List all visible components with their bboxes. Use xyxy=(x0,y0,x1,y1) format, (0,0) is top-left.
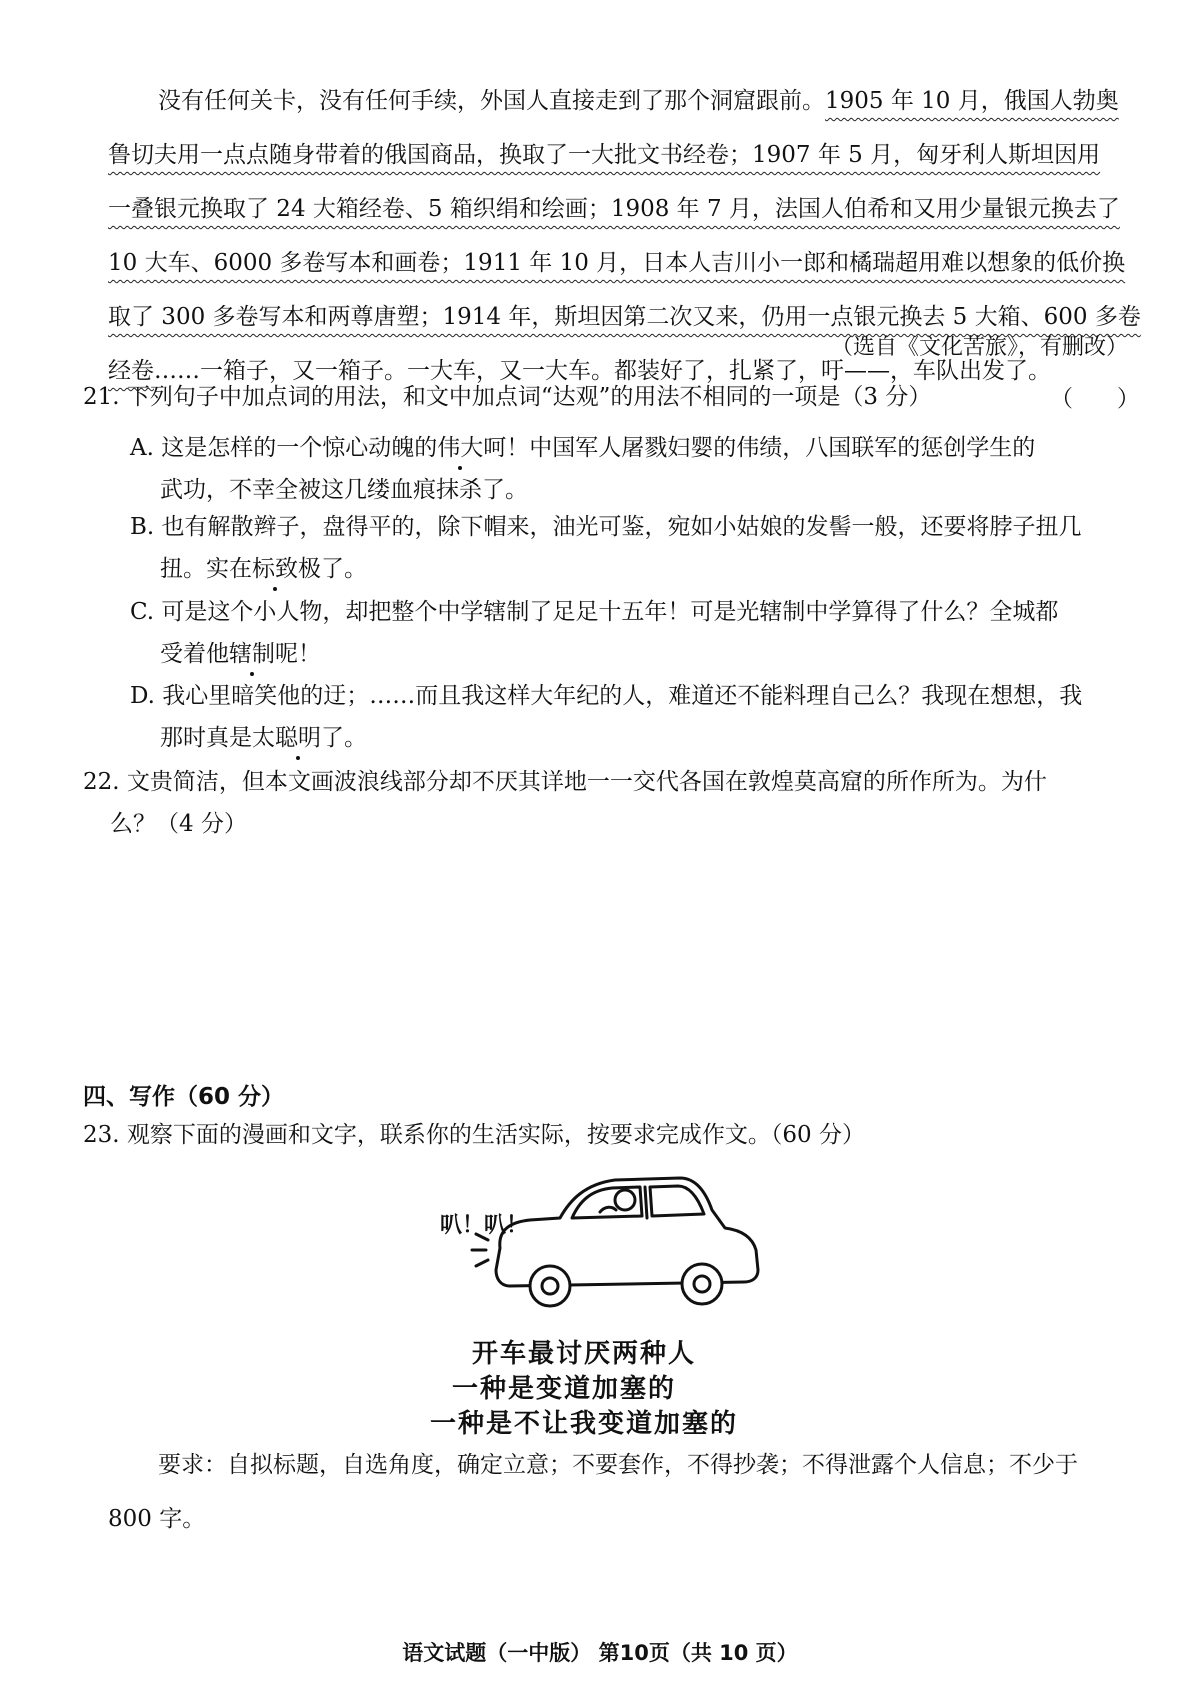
passage-source: （选自《文化苦旅》，有删改） xyxy=(830,335,1128,360)
option-c: C. 可是这个小人物，却把整个中学辖制了足足十五年！可是光辖制中学算得了什么？全城都 受着他辖制呢！ xyxy=(130,599,1059,667)
passage-line-3: 一叠银元换取了 24 大箱经卷、5 箱织绢和绘画；1908 年 7 月，法国人伯希和又用少量银元换去了 xyxy=(108,196,1120,222)
option-a: A. 这是怎样的一个惊心动魄的伟大呵！中国军人屠戮妇婴的伟绩，八国联军的惩创学生的 武功，不幸全被这几缕血痕抹杀了。 xyxy=(130,435,1036,503)
page-footer: 语文试题（一中版） 第10页（共 10 页） xyxy=(402,1641,798,1665)
passage-line-2: 鲁切夫用一点点随身带着的俄国商品，换取了一大批文书经卷；1907 年 5 月，匈牙利人斯坦因用 xyxy=(108,142,1101,168)
option-b: B. 也有解散辫子，盘得平的，除下帽来，油光可鉴，宛如小姑娘的发髻一般，还要将脖子扭几 扭。实在标致极了。 xyxy=(130,514,1082,582)
question-21-stem: 21. 下列句子中加点词的用法，和文中加点词“达观”的用法不相同的一项是（3 分） xyxy=(83,384,932,410)
passage-line-4: 10 大车、6000 多卷写本和画卷；1911 年 10 月，日本人吉川小一郎和橘瑞超用难以想象的低价换 xyxy=(108,250,1126,276)
cartoon-caption-2: 一种是变道加塞的 xyxy=(452,1374,677,1404)
car-cartoon-icon xyxy=(440,1170,800,1320)
passage-line-6: 经卷……一箱子，又一箱子。一大车，又一大车。都装好了，扎紧了，吁——，车队出发了。 xyxy=(108,358,1051,384)
option-d: D. 我心里暗笑他的迂；……而且我这样大年纪的人，难道还不能料理自己么？我现在想想，我 那时真是太聪明了。 xyxy=(130,683,1083,751)
dotted-word: 辖制 xyxy=(229,641,275,667)
passage-line-1: 没有任何关卡，没有任何手续，外国人直接走到了那个洞窟跟前。1905 年 10 月，俄国人勃奥 xyxy=(158,88,1119,114)
writing-requirement: 要求：自拟标题，自选角度，确定立意；不要套作，不得抄袭；不得泄露个人信息；不少于 800 字。 xyxy=(108,1452,1078,1532)
question-22: 22. 文贵简洁，但本文画波浪线部分却不厌其详地一一交代各国在敦煌莫高窟的所作所为。为什 么？（4 分） xyxy=(83,769,1047,837)
dotted-word: 聪明 xyxy=(275,725,321,751)
cartoon-caption-3: 一种是不让我变道加塞的 xyxy=(430,1409,739,1439)
section-title: 四、写作（60 分） xyxy=(83,1084,285,1110)
answer-parentheses: （ ） xyxy=(1050,386,1140,412)
question-23-stem: 23. 观察下面的漫画和文字，联系你的生活实际，按要求完成作文。（60 分） xyxy=(83,1122,865,1148)
dotted-word: 伟大 xyxy=(437,435,484,461)
passage-line-5: 取了 300 多卷写本和两尊唐塑；1914 年，斯坦因第二次又来，仍用一点银元换去 5 大箱、600 多卷 xyxy=(108,304,1141,330)
horn-sound-text: 叭！叭！ xyxy=(440,1213,529,1238)
dotted-word: 标致 xyxy=(252,556,298,582)
cartoon-caption-1: 开车最讨厌两种人 xyxy=(472,1339,697,1369)
